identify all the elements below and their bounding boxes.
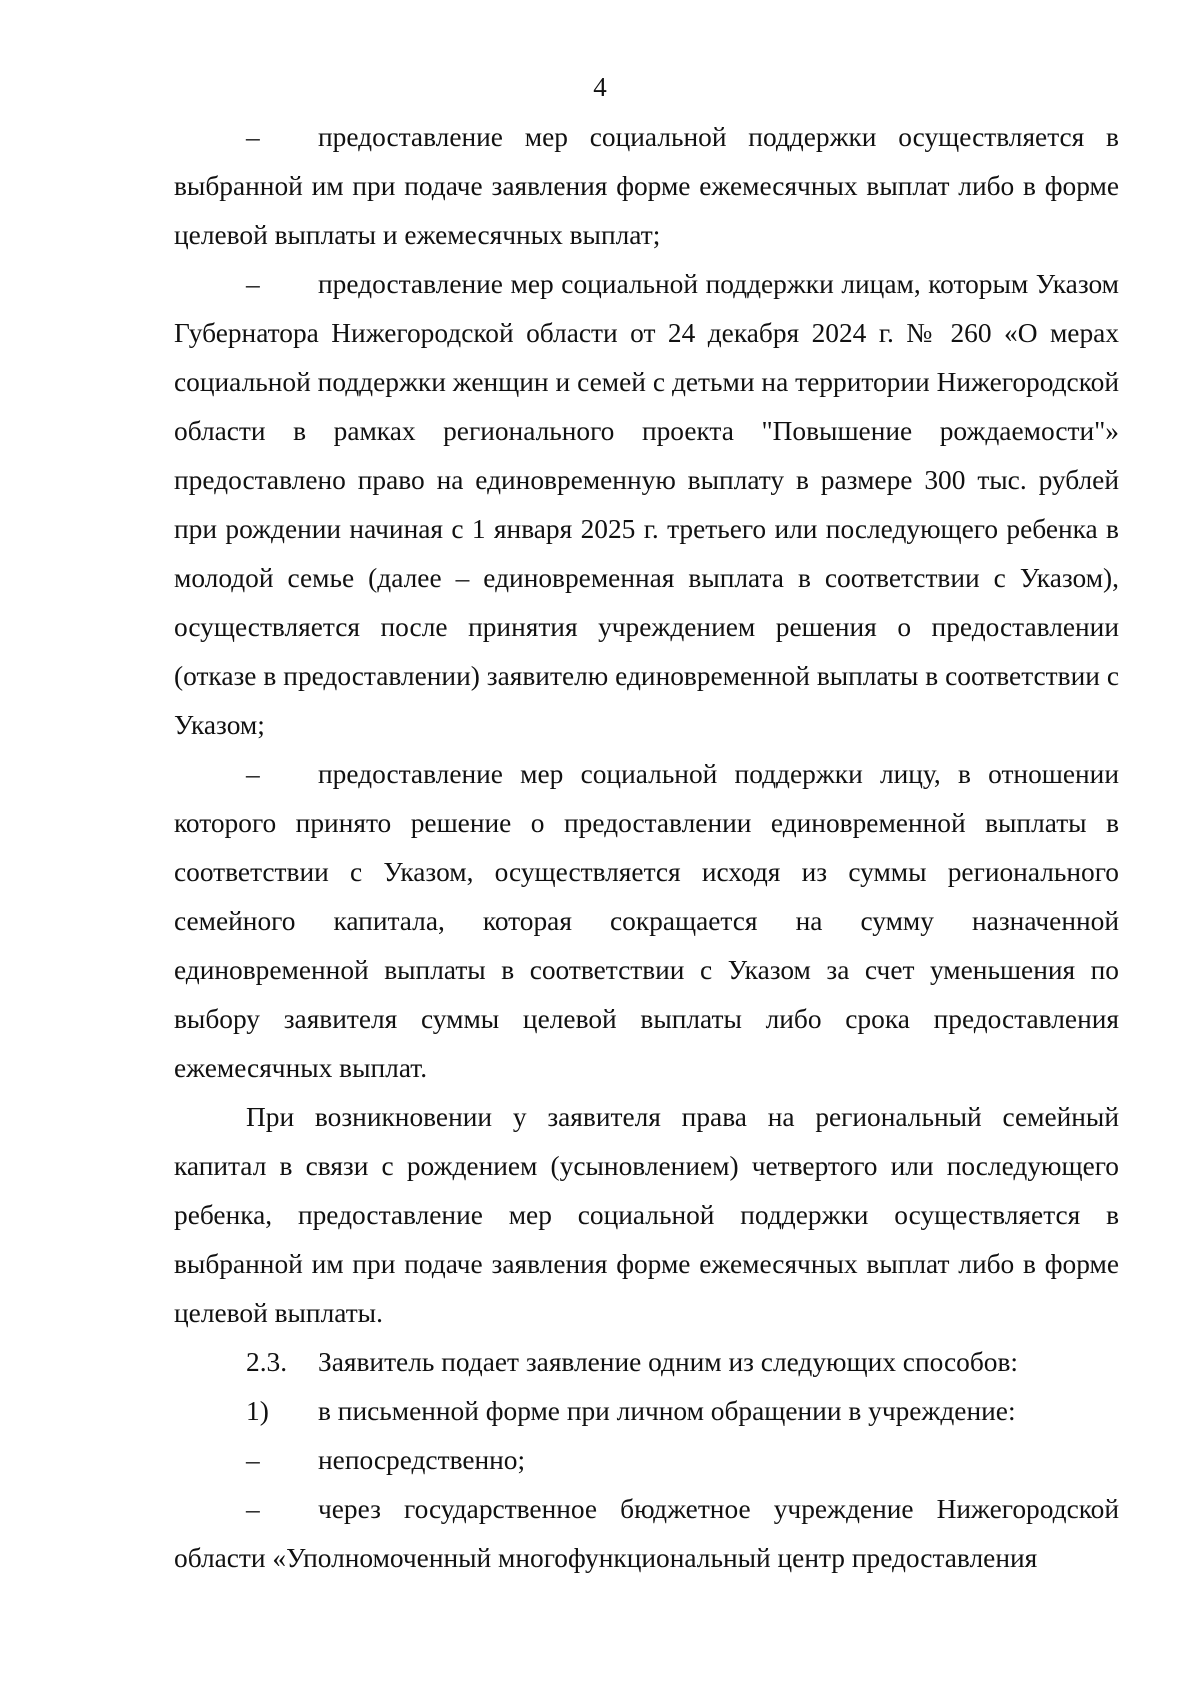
numbered-item [174, 1387, 1119, 1436]
list-marker: – [246, 759, 260, 789]
section-number: 2.3. [246, 1347, 288, 1377]
paragraph [174, 1093, 1119, 1338]
paragraph-text: предоставление мер социальной поддержки лицам, которым Указом Губернатора Нижегородской области от 24 декабря 2024 г. № 260 «О мерах социальной поддержки женщин и семей с детьми на территории Нижегородской области в рамках регионального проекта "Повышение рождаемости"» предоставлено право на единовременную выплату в размере 300 тыс. рублей при рождении начиная с 1 января 2025 г. третьего или последующего ребенка в молодой семье (далее – единовременная выплата в соответствии с Указом), осуществляется после принятия учреждением решения о предоставлении (отказе в предоставлении) заявителю единовременной выплаты в соответствии с Указом; [174, 269, 1119, 740]
paragraph-text: Заявитель подает заявление одним из следующих способов: [318, 1347, 1019, 1377]
list-marker: 1) [246, 1396, 269, 1426]
list-item-dash [174, 750, 1119, 1093]
paragraph-text: через государственное бюджетное учреждение Нижегородской области «Уполномоченный многофункциональный центр предоставления [174, 1494, 1119, 1573]
list-item-dash [174, 113, 1119, 260]
section-item [174, 1338, 1119, 1387]
document-body [174, 113, 1119, 1583]
paragraph-text: в письменной форме при личном обращении в учреждение: [318, 1396, 1016, 1426]
list-marker: – [246, 1445, 260, 1475]
list-item-dash [174, 260, 1119, 750]
list-item-dash [174, 1485, 1119, 1583]
list-marker: – [246, 269, 260, 299]
list-marker: – [246, 1494, 260, 1524]
paragraph-text: предоставление мер социальной поддержки лицу, в отношении которого принято решение о предоставлении единовременной выплаты в соответствии с Указом, осуществляется исходя из суммы регионального семейного капитала, которая сокращается на сумму назначенной единовременной выплаты в соответствии с Указом за счет уменьшения по выбору заявителя суммы целевой выплаты либо срока предоставления ежемесячных выплат. [174, 759, 1119, 1083]
paragraph-text: предоставление мер социальной поддержки осуществляется в выбранной им при подаче заявления форме ежемесячных выплат либо в форме целевой выплаты и ежемесячных выплат; [174, 122, 1119, 250]
paragraph-text: При возникновении у заявителя права на региональный семейный капитал в связи с рождением (усыновлением) четвертого или последующего ребенка, предоставление мер социальной поддержки осуществляется в выбранной им при подаче заявления форме ежемесячных выплат либо в форме целевой выплаты. [174, 1102, 1119, 1328]
list-item-dash [174, 1436, 1119, 1485]
list-marker: – [246, 122, 260, 152]
paragraph-text: непосредственно; [318, 1445, 526, 1475]
page-number: 4 [593, 72, 607, 102]
